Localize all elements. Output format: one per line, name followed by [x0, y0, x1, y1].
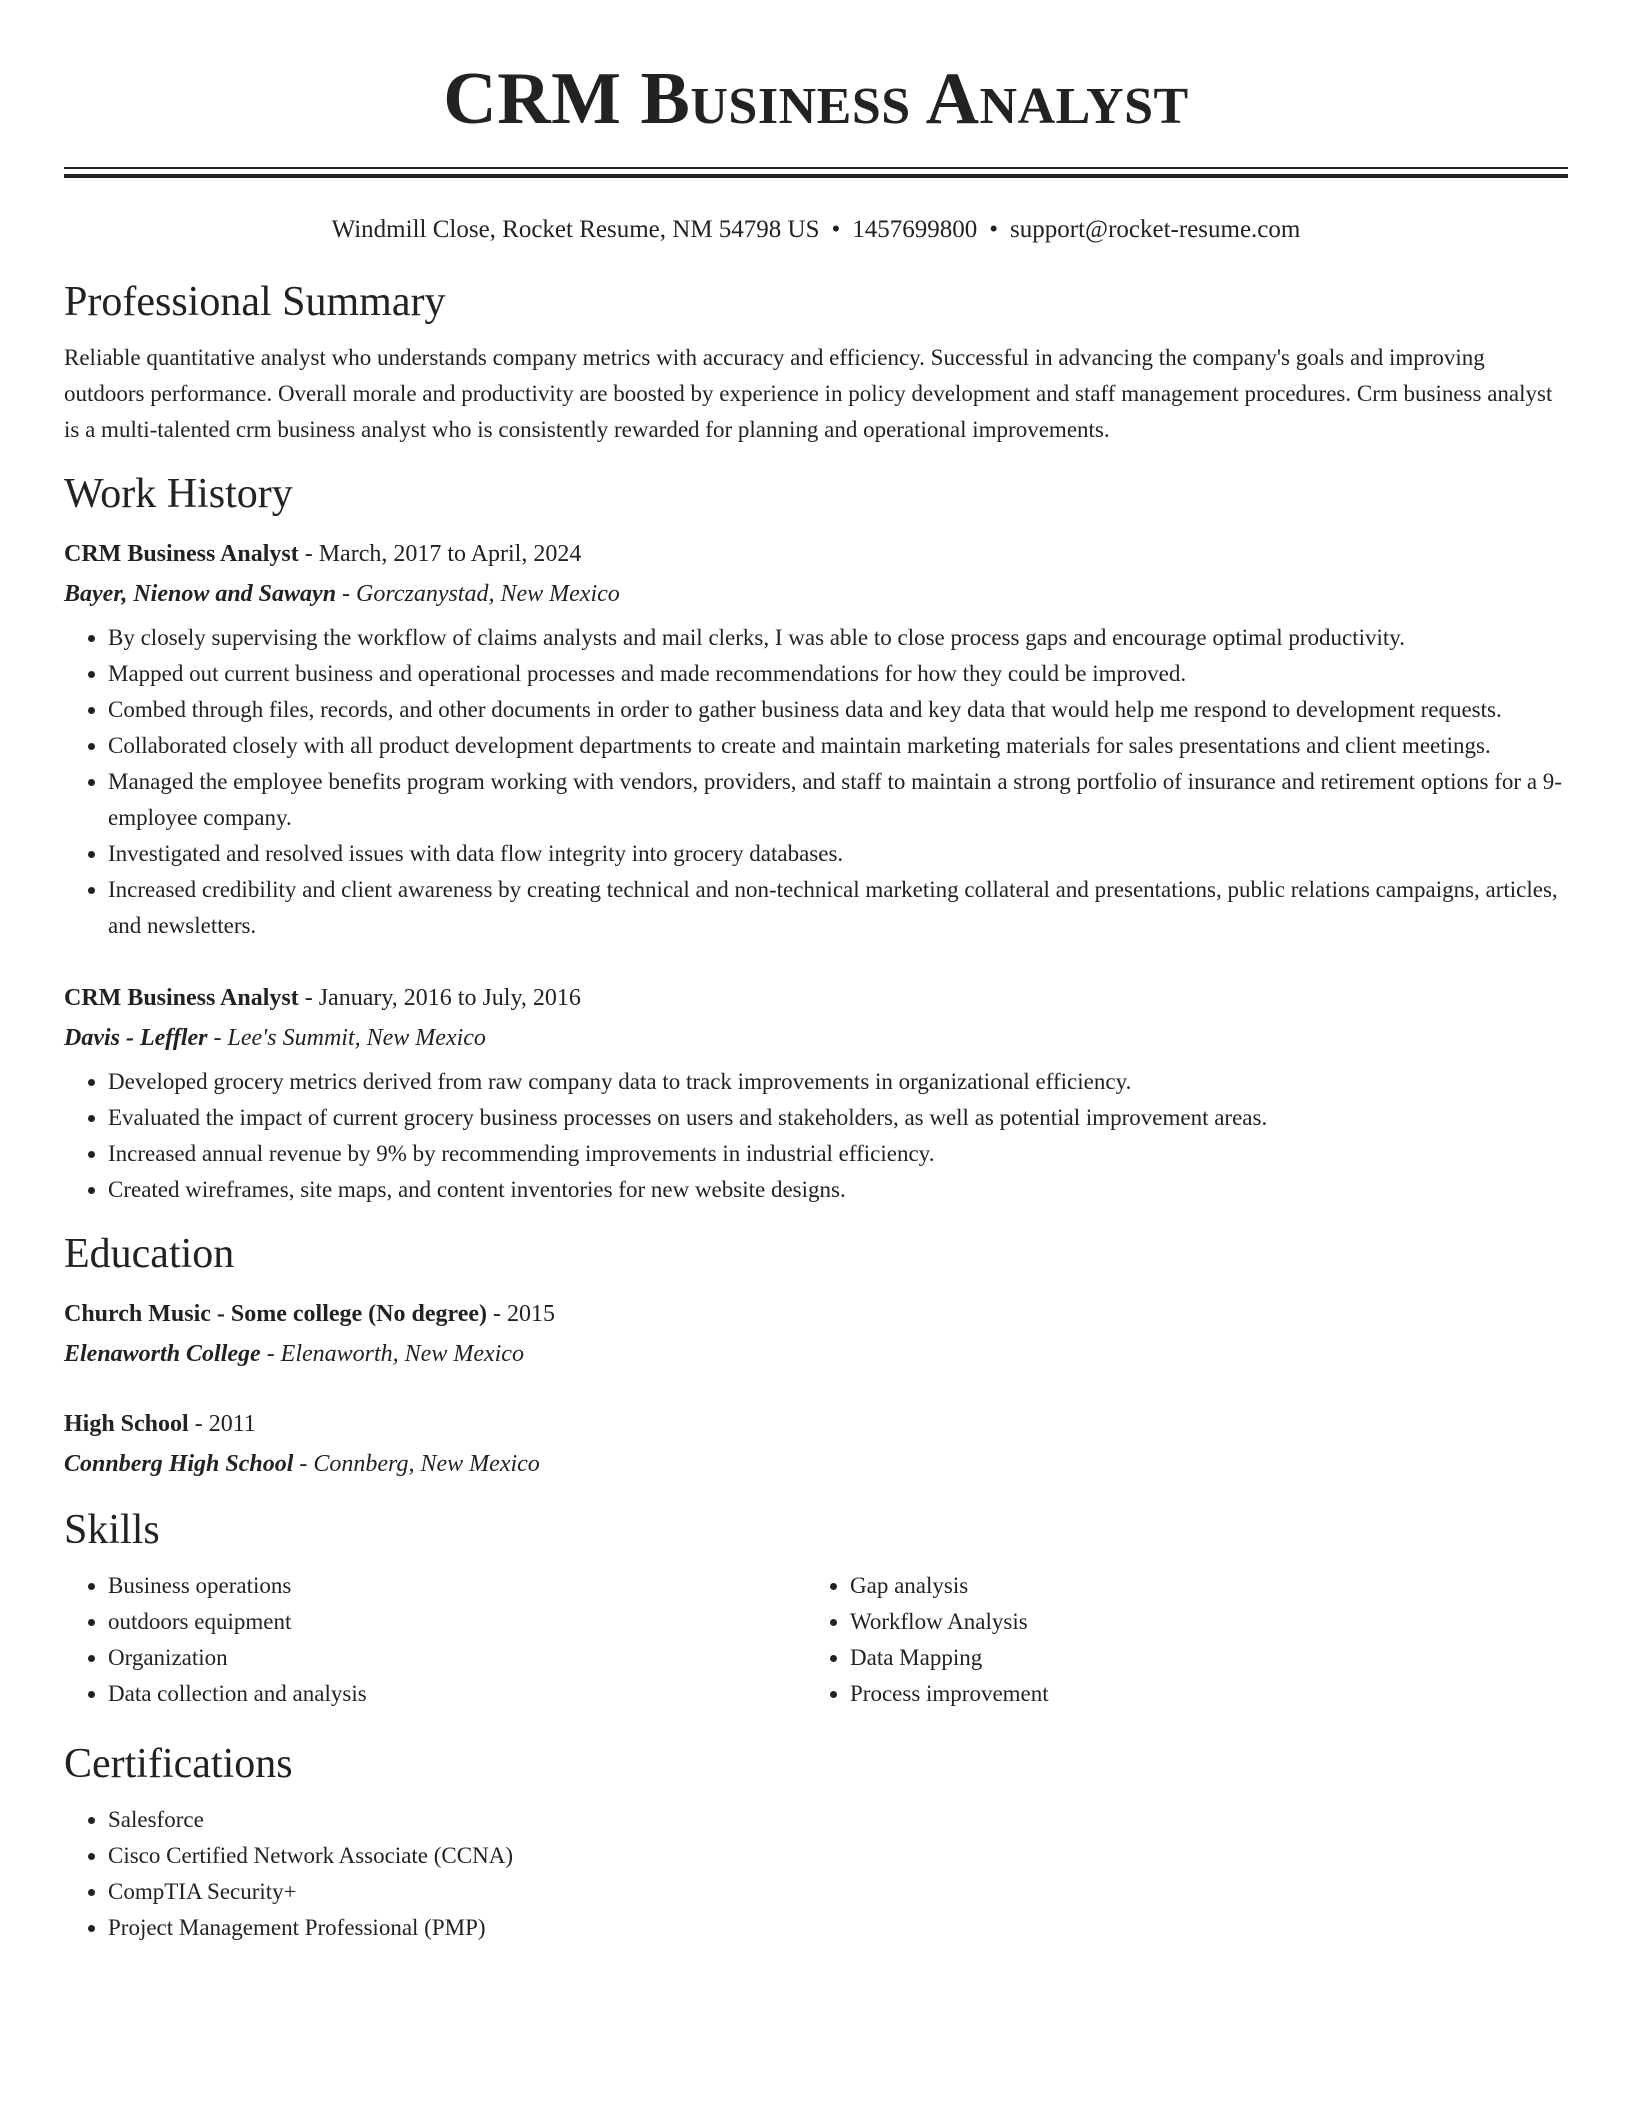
skills-heading: Skills	[64, 1507, 160, 1553]
education-heading: Education	[64, 1231, 235, 1277]
list-item: • Evaluated the impact of current grocery business processes on users and stakeholders, as well as potential improvement areas.	[108, 1100, 1568, 1136]
job-dates: - January, 2016 to July, 2016	[298, 985, 581, 1011]
list-item: • Developed grocery metrics derived from raw company data to track improvements in organizational efficiency.	[108, 1064, 1568, 1100]
list-item: • Gap analysis	[850, 1568, 1548, 1604]
education-entry	[64, 1404, 1568, 1484]
summary-heading: Professional Summary	[64, 279, 446, 325]
list-item: • Organization	[108, 1640, 806, 1676]
certifications-list	[64, 1802, 1568, 1946]
resume-name: CRM Business Analyst	[443, 58, 1189, 140]
list-item: • Data Mapping	[850, 1640, 1548, 1676]
education-school: Elenaworth College	[64, 1341, 261, 1367]
job-location: - Lee's Summit, New Mexico	[207, 1025, 486, 1051]
job-entry	[64, 978, 1568, 1208]
contact-email: support@rocket-resume.com	[1010, 216, 1301, 243]
list-item: • Salesforce	[108, 1802, 1568, 1838]
skills-left-column	[64, 1568, 806, 1712]
list-item: • Combed through files, records, and other documents in order to gather business data and key data that would help me respond to development requests.	[108, 692, 1568, 728]
job-company-line	[64, 574, 1568, 614]
contact-line	[64, 214, 1568, 246]
list-item: • Business operations	[108, 1568, 806, 1604]
summary-text: Reliable quantitative analyst who understands company metrics with accuracy and efficiency. Successful in advancing the company's goals and improving outdoors performance. Overall morale and productivity are boosted by experience in policy development and staff management procedures. Crm business analyst is a multi-talented crm business analyst who is consistently rewarded for planning and operational improvements.	[64, 345, 1553, 442]
list-item: • Cisco Certified Network Associate (CCNA)	[108, 1838, 1568, 1874]
education-school-line	[64, 1444, 1568, 1484]
list-item: • Data collection and analysis	[108, 1676, 806, 1712]
list-item: • Increased credibility and client awareness by creating technical and non-technical marketing collateral and presentations, public relations campaigns, articles, and newsletters.	[108, 872, 1568, 944]
job-location: - Gorczanystad, New Mexico	[336, 581, 620, 607]
contact-phone: 1457699800	[852, 216, 978, 243]
list-item: • Project Management Professional (PMP)	[108, 1910, 1568, 1946]
education-degree: Church Music - Some college (No degree)	[64, 1301, 488, 1327]
job-entry	[64, 534, 1568, 944]
list-item: • Collaborated closely with all product development departments to create and maintain marketing materials for sales presentations and client meetings.	[108, 728, 1568, 764]
contact-separator: •	[989, 216, 999, 243]
education-degree-line	[64, 1294, 1568, 1334]
list-item: • Workflow Analysis	[850, 1604, 1548, 1640]
resume-page	[64, 0, 1568, 1946]
job-company: Davis - Leffler	[64, 1025, 208, 1051]
header-double-rule	[64, 167, 1568, 178]
certifications-heading: Certifications	[64, 1741, 293, 1787]
job-company-line	[64, 1018, 1568, 1058]
work-history-heading: Work History	[64, 471, 293, 517]
list-item: • By closely supervising the workflow of claims analysts and mail clerks, I was able to close process gaps and encourage optimal productivity.	[108, 620, 1568, 656]
job-company: Bayer, Nienow and Sawayn	[64, 581, 337, 607]
education-degree: High School	[64, 1411, 189, 1437]
list-item: • outdoors equipment	[108, 1604, 806, 1640]
list-item: • Process improvement	[850, 1676, 1548, 1712]
job-title-line	[64, 534, 1568, 574]
list-item: • Managed the employee benefits program working with vendors, providers, and staff to maintain a strong portfolio of insurance and retirement options for a 9-employee company.	[108, 764, 1568, 836]
list-item: • Mapped out current business and operational processes and made recommendations for how they could be improved.	[108, 656, 1568, 692]
contact-separator: •	[831, 216, 841, 243]
job-bullets	[64, 620, 1568, 944]
skills-right-column	[806, 1568, 1548, 1712]
job-role: CRM Business Analyst	[64, 985, 299, 1011]
education-location: - Connberg, New Mexico	[293, 1451, 540, 1477]
education-location: - Elenaworth, New Mexico	[260, 1341, 524, 1367]
list-item: • Investigated and resolved issues with data flow integrity into grocery databases.	[108, 836, 1568, 872]
list-item: • Increased annual revenue by 9% by recommending improvements in industrial efficiency.	[108, 1136, 1568, 1172]
job-title-line	[64, 978, 1568, 1018]
list-item: • Created wireframes, site maps, and content inventories for new website designs.	[108, 1172, 1568, 1208]
job-role: CRM Business Analyst	[64, 541, 299, 567]
skills-grid	[64, 1568, 1568, 1712]
list-item: • CompTIA Security+	[108, 1874, 1568, 1910]
education-entry	[64, 1294, 1568, 1374]
education-year: - 2015	[487, 1301, 556, 1327]
job-bullets	[64, 1064, 1568, 1208]
job-dates: - March, 2017 to April, 2024	[298, 541, 582, 567]
education-degree-line	[64, 1404, 1568, 1444]
education-year: - 2011	[188, 1411, 256, 1437]
education-school-line	[64, 1334, 1568, 1374]
contact-address: Windmill Close, Rocket Resume, NM 54798 US	[331, 216, 820, 243]
education-school: Connberg High School	[64, 1451, 294, 1477]
